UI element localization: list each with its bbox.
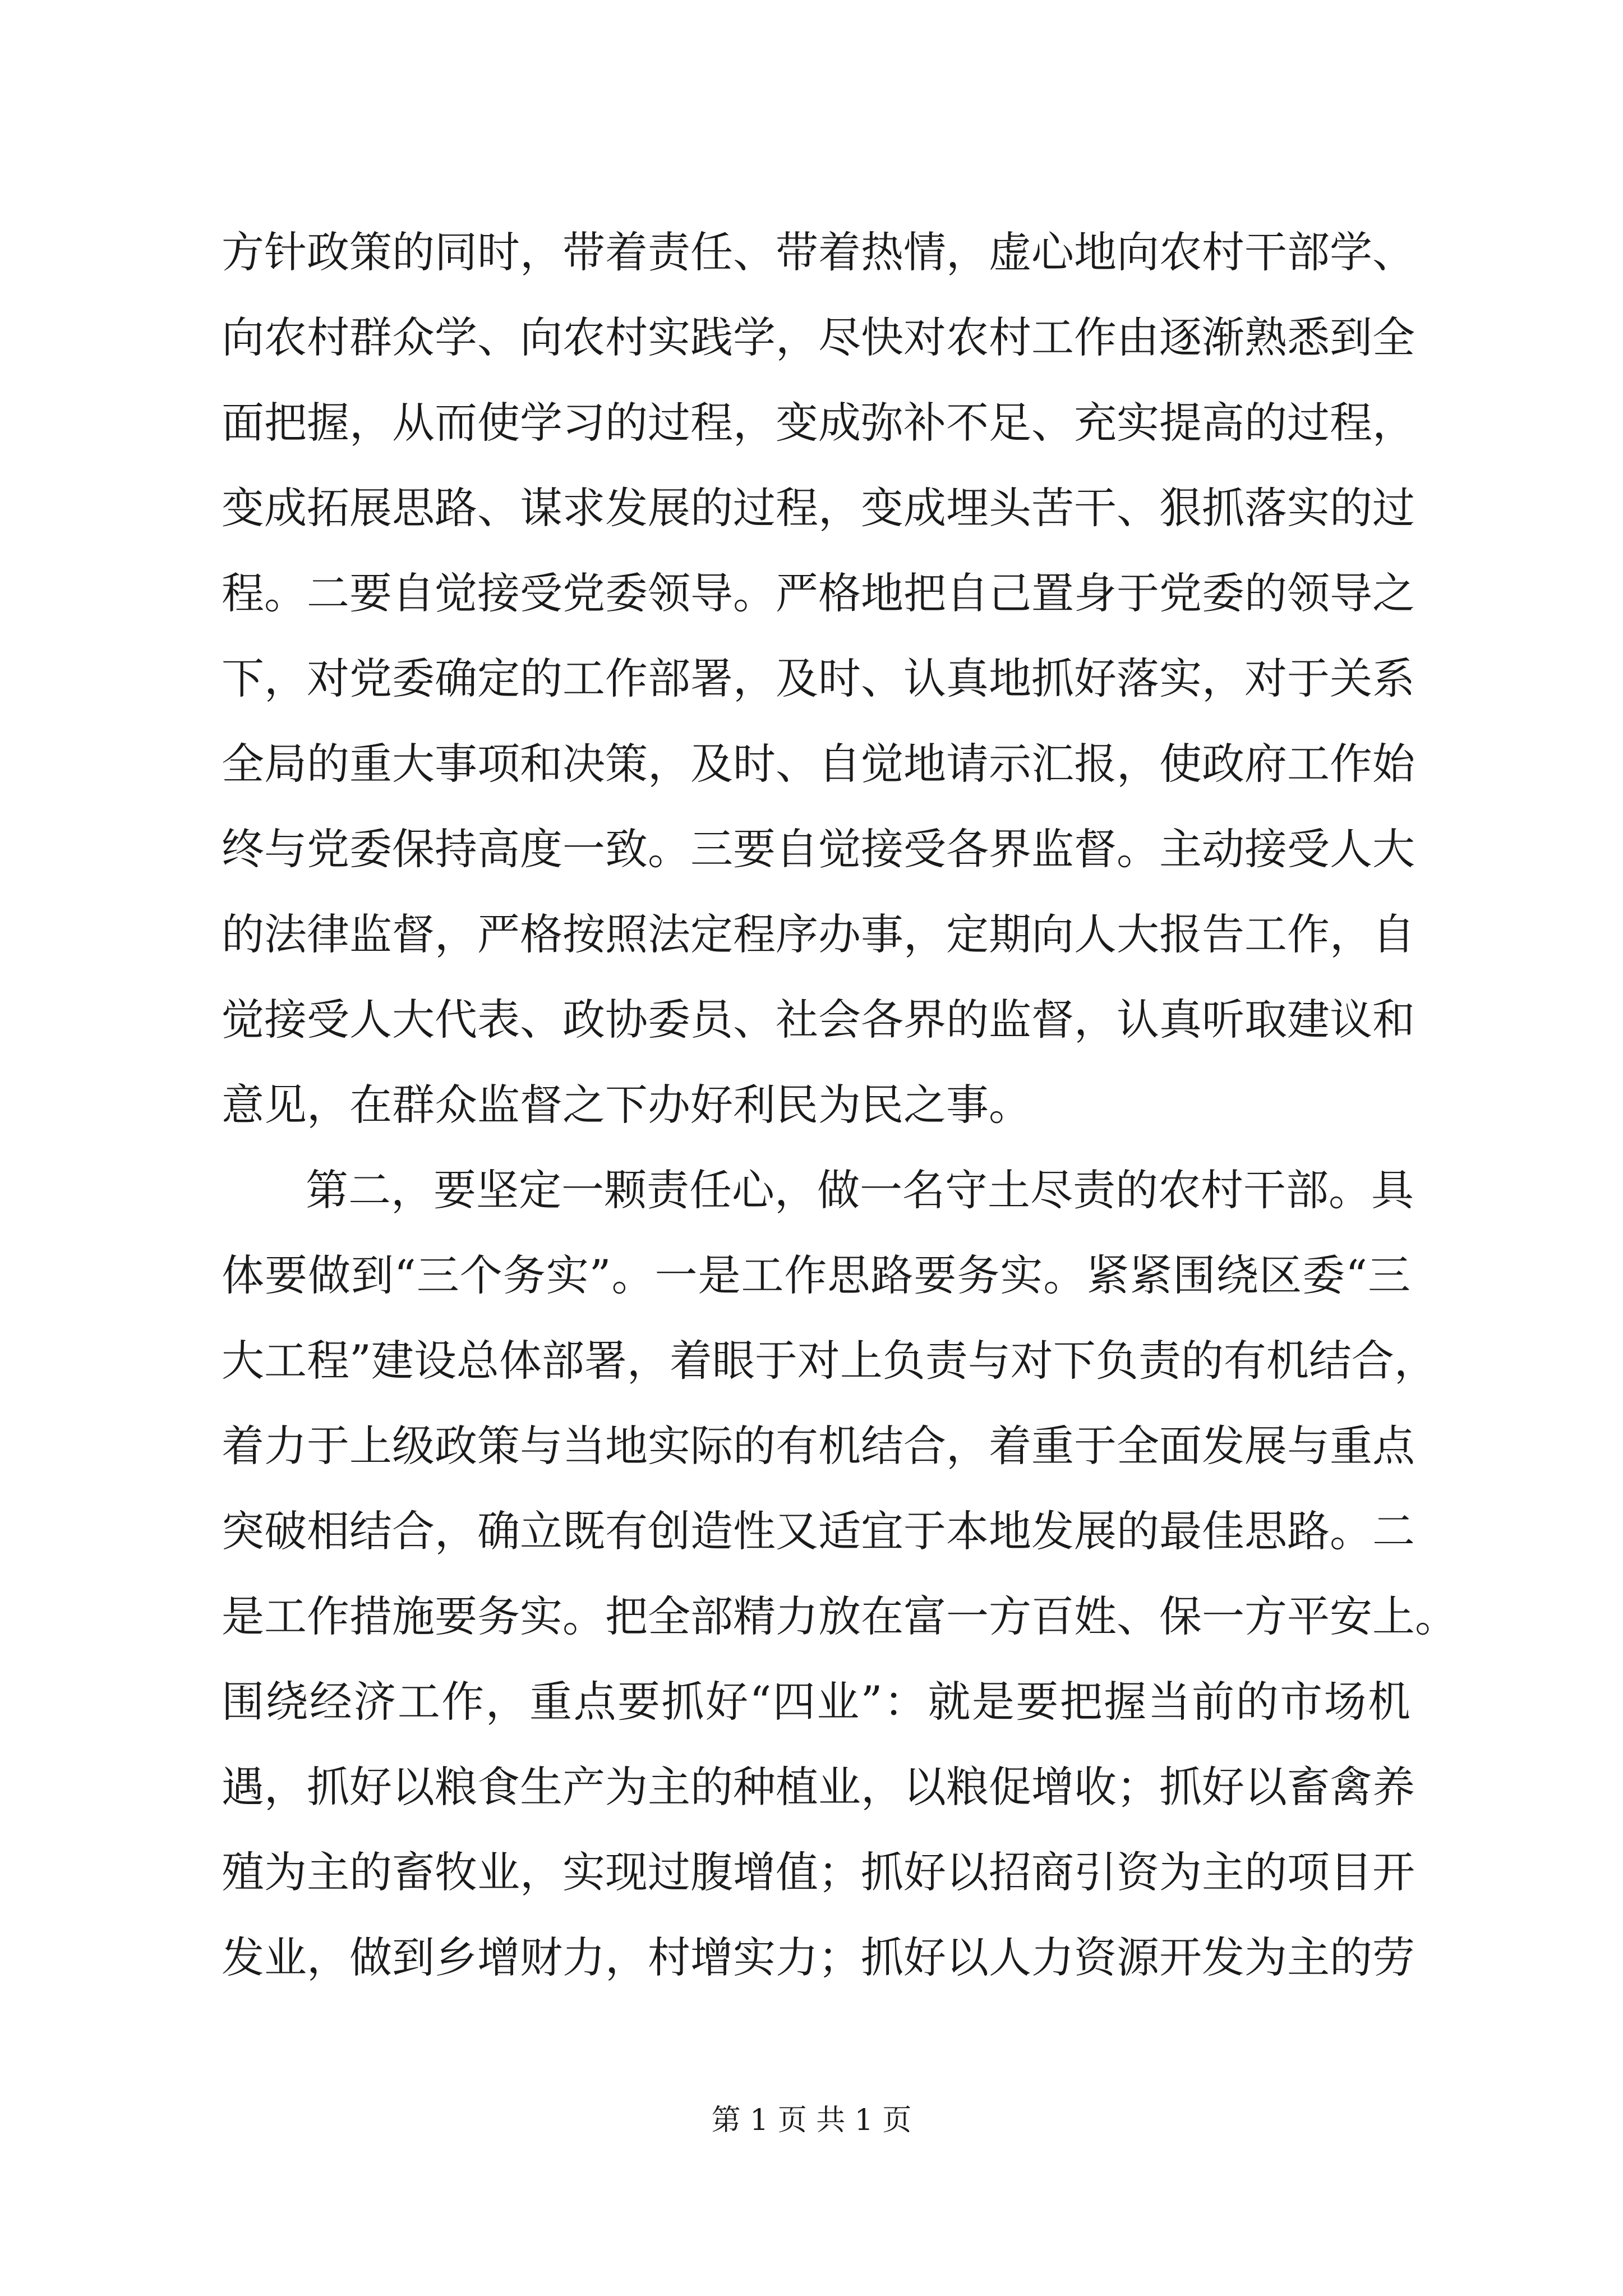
text-line: 遇，抓好以粮食生产为主的种植业，以粮促增收；抓好以畜禽养: [222, 1762, 1415, 1812]
text-line: 第二，要坚定一颗责任心，做一名守土尽责的农村干部。具: [306, 1165, 1414, 1215]
text-line: 着力于上级政策与当地实际的有机结合，着重于全面发展与重点: [222, 1421, 1415, 1471]
text-line: 下，对党委确定的工作部署，及时、认真地抓好落实，对于关系: [222, 654, 1415, 703]
text-line: 向农村群众学、向农村实践学，尽快对农村工作由逐渐熟悉到全: [222, 312, 1415, 362]
text-line: 意见，在群众监督之下办好利民为民之事。: [222, 1080, 1031, 1130]
text-line: 围绕经济工作，重点要抓好“四业”：就是要把握当前的市场机: [222, 1677, 1410, 1727]
text-line: 终与党委保持高度一致。三要自觉接受各界监督。主动接受人大: [222, 824, 1415, 874]
text-line: 发业，做到乡增财力，村增实力；抓好以人力资源开发为主的劳: [222, 1932, 1415, 1982]
text-line: 方针政策的同时，带着责任、带着热情，虚心地向农村干部学、: [222, 227, 1415, 277]
text-line: 的法律监督，严格按照法定程序办事，定期向人大报告工作，自: [222, 909, 1415, 959]
document-body: [222, 210, 1458, 2000]
text-line: 变成拓展思路、谋求发展的过程，变成埋头苦干、狠抓落实的过: [222, 483, 1415, 533]
page-footer: [0, 2101, 1623, 2140]
text-line: 全局的重大事项和决策，及时、自觉地请示汇报，使政府工作始: [222, 739, 1415, 789]
text-line: 是工作措施要务实。把全部精力放在富一方百姓、保一方平安上。: [222, 1591, 1458, 1641]
text-line: 体要做到“三个务实”。一是工作思路要务实。紧紧围绕区委“三: [222, 1250, 1410, 1300]
text-line: 觉接受人大代表、政协委员、社会各界的监督，认真听取建议和: [222, 995, 1415, 1045]
text-line: 面把握，从而使学习的过程，变成弥补不足、充实提高的过程，: [222, 398, 1415, 448]
text-line: 程。二要自觉接受党委领导。严格地把自己置身于党委的领导之: [222, 568, 1415, 618]
text-line: 殖为主的畜牧业，实现过腹增值；抓好以招商引资为主的项目开: [222, 1847, 1415, 1897]
page-number-label: 第 1 页 共 1 页: [711, 2104, 912, 2137]
text-line: 大工程”建设总体部署，着眼于对上负责与对下负责的有机结合，: [222, 1336, 1437, 1386]
text-line: 突破相结合，确立既有创造性又适宜于本地发展的最佳思路。二: [222, 1506, 1415, 1556]
